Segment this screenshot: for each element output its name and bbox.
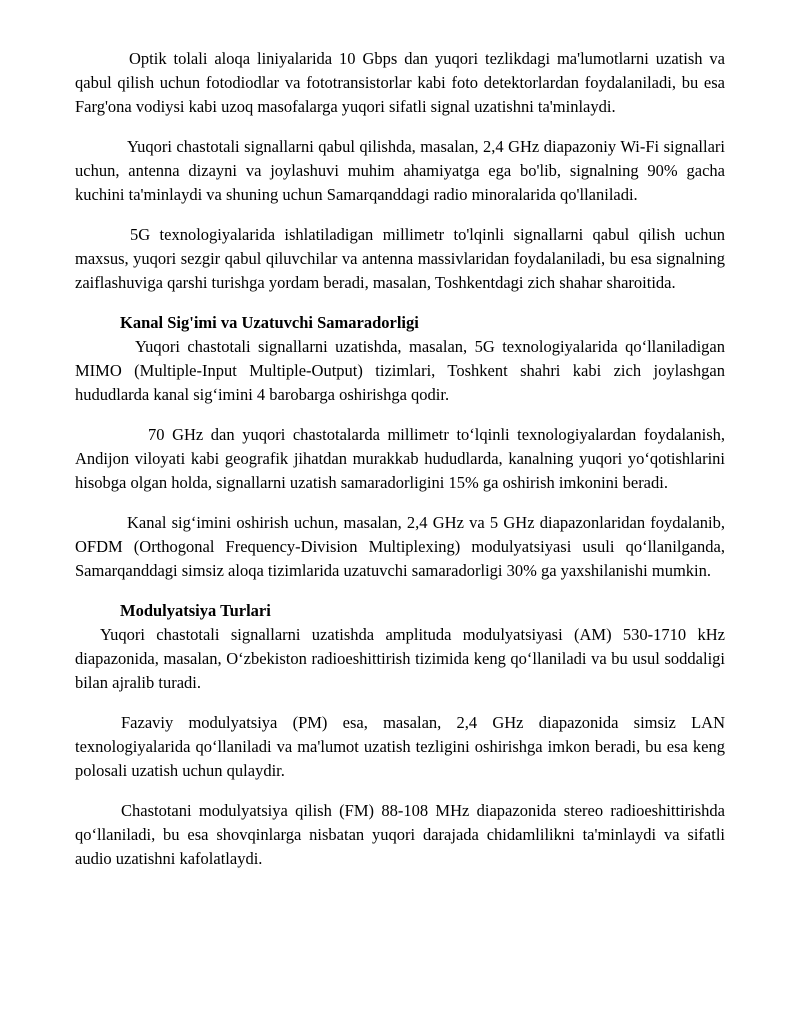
paragraph-optical-detectors: Optik tolali aloqa liniyalarida 10 Gbps dan yuqori tezlikdagi ma'lumotlarni uzatish va qabul qilish uchun fotodiodlar va fototransistorlar kabi foto detektorlardan foydalaniladi, bu esa Farg'ona vodiysi kabi uzoq masofalarga yuqori sifatli signal uzatishni ta'minlaydi. [75,49,725,116]
document-page [75,0,725,871]
paragraph-5g-receivers: 5G texnologiyalarida ishlatiladigan millimetr to'lqinli signallarni qabul qilish uchun maxsus, yuqori sezgir qabul qiluvchilar va antenna massivlaridan foydalaniladi, bu esa signalning zaiflashuviga qarshi turishga yordam beradi, masalan, Toshkentdagi zich shahar sharoitida. [75,225,725,292]
paragraph-mimo: Yuqori chastotali signallarni uzatishda, masalan, 5G texnologiyalarida qo‘llaniladigan MIMO (Multiple-Input Multiple-Output) tizimlari, Toshkent shahri kabi zich joylashgan hududlarda kanal sig‘imini 4 barobarga oshirishga qodir. [75,337,725,404]
paragraph-millimeter-wave: 70 GHz dan yuqori chastotalarda millimetr to‘lqinli texnologiyalardan foydalanish, Andijon viloyati kabi geografik jihatdan murakkab hududlarda, kanalning yuqori yo‘qotishlarini hisobga olgan holda, signallarni uzatish samaradorligini 15% ga oshirish imkonini beradi. [75,425,725,492]
paragraph-ofdm: Kanal sig‘imini oshirish uchun, masalan, 2,4 GHz va 5 GHz diapazonlaridan foydalanib, OFDM (Orthogonal Frequency-Division Multiplexing) modulyatsiyasi usuli qo‘llanilganda, Samarqanddagi simsiz aloqa tizimlarida uzatuvchi samaradorligi 30% ga yaxshilanishi mumkin. [75,513,725,580]
paragraph-fm: Chastotani modulyatsiya qilish (FM) 88-108 MHz diapazonida stereo radioeshittirishda qo‘llaniladi, bu esa shovqinlarga nisbatan yuqori darajada chidamlilikni ta'minlaydi va sifatli audio uzatishni kafolatlaydi. [75,801,725,868]
section-heading-modulation-types: Modulyatsiya Turlari [120,601,271,620]
section-heading-channel-capacity: Kanal Sig'imi va Uzatuvchi Samaradorligi [120,313,419,332]
paragraph-pm: Fazaviy modulyatsiya (PM) esa, masalan, 2,4 GHz diapazonida simsiz LAN texnologiyalarida qo‘llaniladi va ma'lumot uzatish tezligini oshirishga imkon beradi, bu esa keng polosali uzatish uchun qulaydir. [75,713,725,780]
paragraph-am: Yuqori chastotali signallarni uzatishda amplituda modulyatsiyasi (AM) 530-1710 kHz diapazonida, masalan, O‘zbekiston radioeshittirish tizimida keng qo‘llaniladi va bu usul soddaligi bilan ajralib turadi. [75,625,725,692]
paragraph-wifi-antenna: Yuqori chastotali signallarni qabul qilishda, masalan, 2,4 GHz diapazoniy Wi-Fi signallari uchun, antenna dizayni va joylashuvi muhim ahamiyatga ega bo'lib, signalning 90% gacha kuchini ta'minlaydi va shuning uchun Samarqanddagi radio minoralarida qo'llaniladi. [75,137,725,204]
